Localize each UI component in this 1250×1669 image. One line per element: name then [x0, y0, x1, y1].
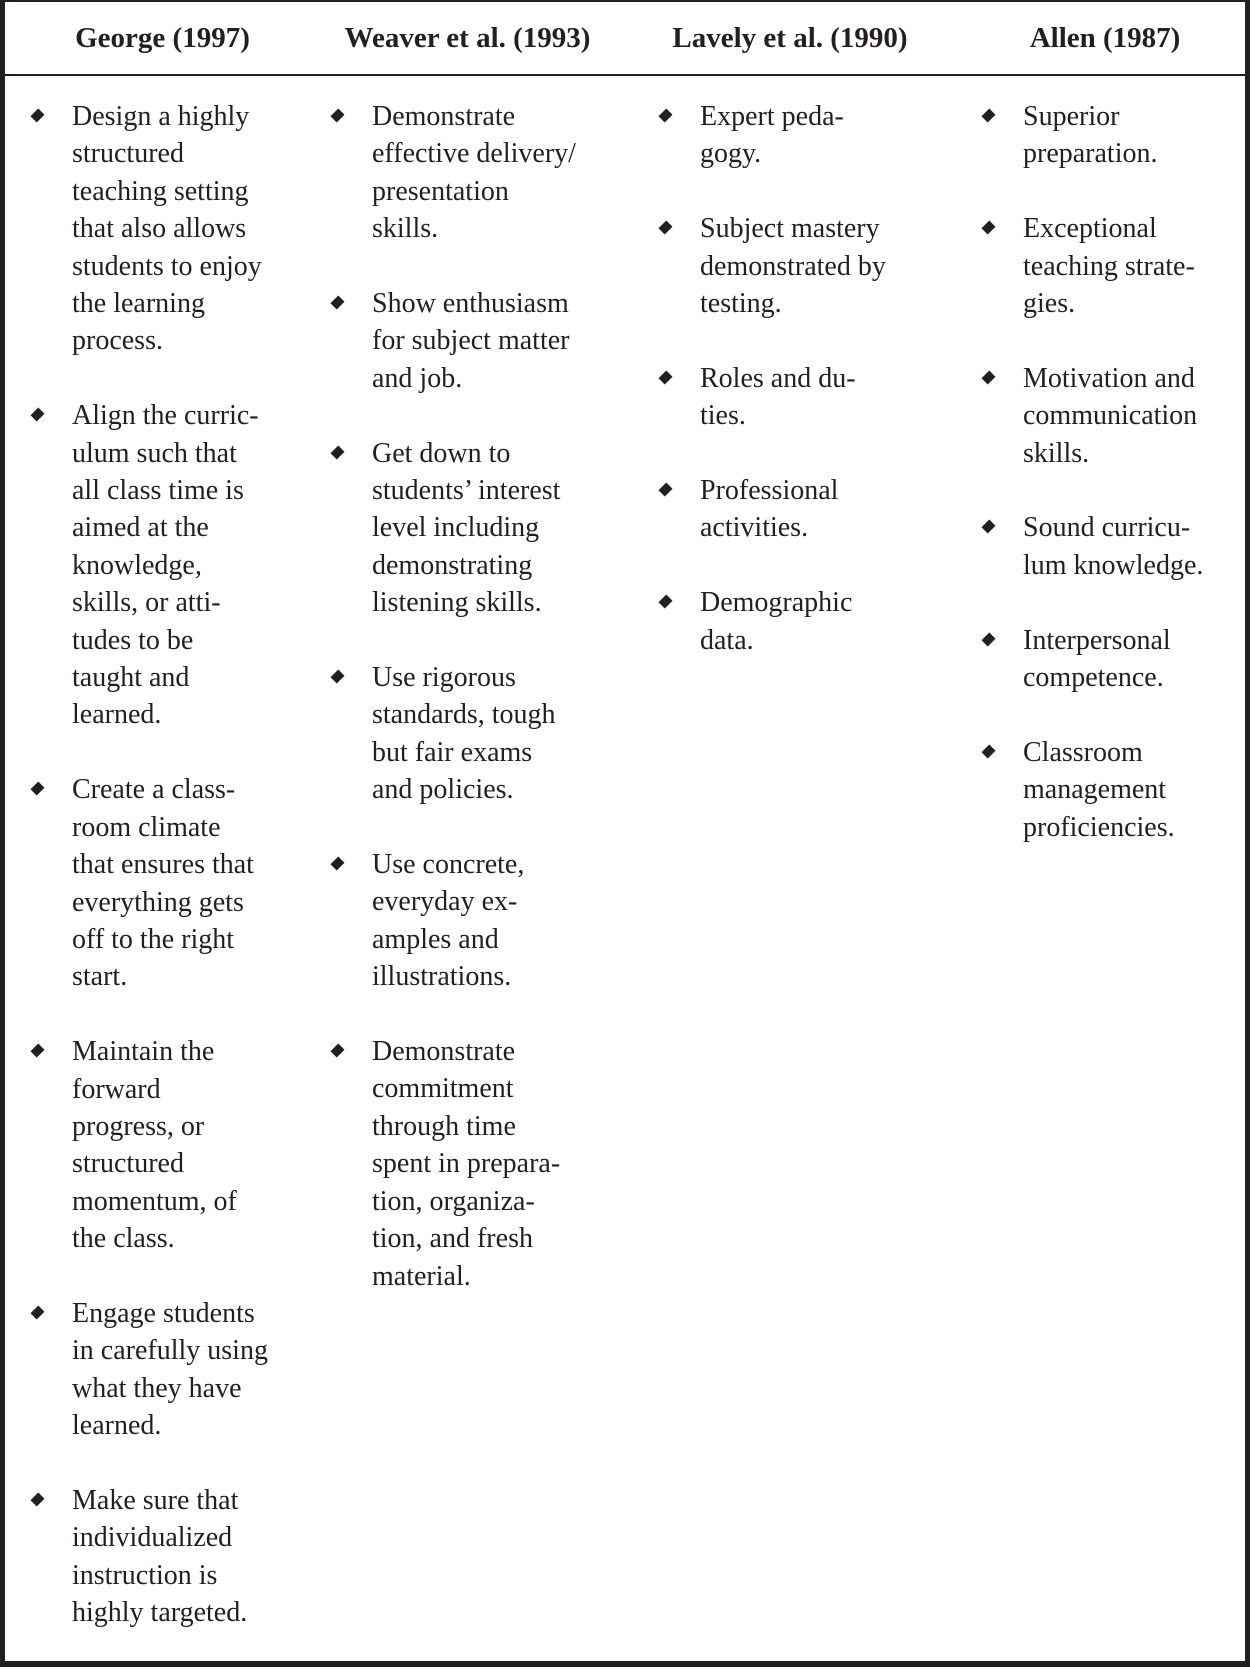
item-text-line: the learning	[72, 288, 205, 320]
item-text-line: gies.	[1023, 288, 1076, 320]
header-george: George (1997)	[75, 21, 250, 54]
item-text-line: Exceptional	[1023, 213, 1157, 245]
list-item	[30, 98, 310, 360]
list-item	[30, 397, 310, 734]
item-text-line: individualized	[72, 1522, 233, 1554]
list-item	[330, 1033, 620, 1295]
item-text-line: Roles and du-	[700, 362, 856, 394]
list-item	[330, 285, 620, 397]
item-text-line: progress, or	[72, 1110, 205, 1142]
item-text-line: structured	[72, 138, 184, 170]
item-text-line: Superior	[1023, 101, 1120, 132]
item-text-line: that ensures that	[72, 849, 254, 881]
diamond-bullet-icon	[658, 584, 700, 621]
item-text-line: Get down to	[372, 437, 511, 469]
list-item	[658, 98, 948, 173]
list-item	[330, 659, 620, 809]
header-allen: Allen (1987)	[1029, 21, 1181, 54]
diamond-bullet-icon	[658, 98, 700, 135]
diamond-bullet-icon	[330, 285, 372, 322]
diamond-bullet-icon	[330, 846, 372, 883]
list-item	[330, 846, 620, 996]
item-text-line: ties.	[700, 400, 746, 432]
header-weaver: Weaver et al. (1993)	[344, 21, 591, 54]
item-text-line: everyday ex-	[372, 886, 518, 918]
diamond-bullet-icon	[658, 210, 700, 247]
item-text-line: tion, organiza-	[372, 1185, 535, 1217]
item-text-line: activities.	[700, 512, 809, 544]
diamond-bullet-icon	[658, 472, 700, 509]
item-text-line: Sound curricu-	[1023, 512, 1191, 544]
item-text-line: proficiencies.	[1023, 811, 1175, 843]
diamond-bullet-icon	[30, 771, 72, 808]
item-text-line: demonstrated by	[700, 250, 886, 282]
table-header-row	[5, 2, 1245, 76]
list-item	[658, 360, 948, 435]
item-text-line: Demonstrate	[372, 1036, 516, 1068]
item-text-line: through time	[372, 1110, 516, 1142]
list-item	[658, 584, 948, 659]
item-text-line: skills, or atti-	[72, 587, 221, 619]
diamond-bullet-icon	[981, 98, 1023, 135]
diamond-bullet-icon	[658, 360, 700, 397]
item-text-line: Use concrete,	[372, 849, 525, 881]
item-text-line: what they have	[72, 1372, 242, 1404]
diamond-bullet-icon	[330, 1033, 372, 1070]
item-text-line: Use rigorous	[372, 662, 516, 694]
item-text-line: teaching strate-	[1023, 250, 1195, 282]
item-text-line: everything gets	[72, 886, 244, 918]
item-text-line: for subject matter	[372, 325, 570, 357]
diamond-bullet-icon	[30, 397, 72, 434]
list-item	[30, 1033, 310, 1257]
item-text-line: that also allows	[72, 213, 247, 245]
column-lavely	[658, 98, 948, 696]
item-text-line: highly targeted.	[72, 1597, 248, 1629]
item-text-line: Expert peda-	[700, 101, 844, 132]
item-text-line: effective delivery/	[372, 138, 576, 170]
column-george	[30, 98, 310, 1669]
list-item	[981, 98, 1246, 173]
item-text-line: material.	[372, 1260, 471, 1292]
item-text-line: Design a highly	[72, 101, 250, 132]
item-text-line: data.	[700, 624, 754, 656]
item-text-line: structured	[72, 1148, 184, 1180]
item-text-line: ulum such that	[72, 437, 237, 469]
list-item	[981, 734, 1246, 846]
list-item	[981, 509, 1246, 584]
diamond-bullet-icon	[30, 1033, 72, 1070]
item-text-line: Subject mastery	[700, 213, 880, 245]
list-item	[30, 771, 310, 995]
item-text-line: illustrations.	[372, 961, 512, 993]
item-text-line: aimed at the	[72, 512, 209, 544]
item-text-line: spent in prepara-	[372, 1148, 561, 1180]
item-text-line: off to the right	[72, 923, 235, 955]
list-item	[981, 360, 1246, 472]
item-text-line: instruction is	[72, 1559, 218, 1591]
item-text-line: all class time is	[72, 475, 244, 507]
list-item	[30, 1482, 310, 1632]
item-text-line: Demonstrate	[372, 101, 516, 132]
diamond-bullet-icon	[981, 734, 1023, 771]
item-text-line: Make sure that	[72, 1484, 239, 1516]
item-text-line: commitment	[372, 1073, 514, 1105]
column-weaver	[330, 98, 620, 1332]
item-text-line: Demographic	[700, 587, 853, 619]
list-item	[981, 622, 1246, 697]
header-lavely: Lavely et al. (1990)	[672, 21, 908, 54]
item-text-line: preparation.	[1023, 138, 1158, 170]
item-text-line: gogy.	[700, 138, 762, 170]
list-item	[658, 210, 948, 322]
item-text-line: Classroom	[1023, 736, 1143, 768]
diamond-bullet-icon	[981, 210, 1023, 247]
item-text-line: and policies.	[372, 774, 514, 806]
diamond-bullet-icon	[30, 98, 72, 135]
item-text-line: Professional	[700, 475, 839, 507]
item-text-line: students to enjoy	[72, 250, 262, 282]
item-text-line: Create a class-	[72, 774, 236, 806]
item-text-line: Show enthusiasm	[372, 288, 569, 320]
item-text-line: standards, tough	[372, 699, 556, 731]
item-text-line: and job.	[372, 362, 463, 394]
item-text-line: demonstrating	[372, 549, 533, 581]
item-text-line: Motivation and	[1023, 362, 1195, 394]
item-text-line: presentation	[372, 175, 509, 207]
item-text-line: communication	[1023, 400, 1198, 432]
item-text-line: learned.	[72, 699, 162, 731]
diamond-bullet-icon	[981, 622, 1023, 659]
item-text-line: skills.	[372, 213, 439, 245]
item-text-line: listening skills.	[372, 587, 542, 619]
item-text-line: lum knowledge.	[1023, 549, 1204, 581]
list-item	[30, 1295, 310, 1445]
item-text-line: tudes to be	[72, 624, 194, 656]
item-text-line: management	[1023, 774, 1167, 806]
list-item	[981, 210, 1246, 322]
diamond-bullet-icon	[981, 509, 1023, 546]
item-text-line: start.	[72, 961, 128, 993]
diamond-bullet-icon	[981, 360, 1023, 397]
item-text-line: level including	[372, 512, 540, 544]
item-text-line: but fair exams	[372, 736, 533, 768]
item-text-line: knowledge,	[72, 549, 202, 581]
item-text-line: the class.	[72, 1223, 175, 1255]
list-item	[658, 472, 948, 547]
diamond-bullet-icon	[330, 659, 372, 696]
diamond-bullet-icon	[330, 435, 372, 472]
diamond-bullet-icon	[330, 98, 372, 135]
item-text-line: Engage students	[72, 1297, 255, 1329]
item-text-line: testing.	[700, 288, 782, 320]
item-text-line: Interpersonal	[1023, 624, 1171, 656]
item-text-line: competence.	[1023, 662, 1164, 694]
item-text-line: forward	[72, 1073, 161, 1105]
item-text-line: room climate	[72, 811, 221, 843]
diamond-bullet-icon	[30, 1295, 72, 1332]
item-text-line: students’ interest	[372, 475, 561, 507]
item-text-line: teaching setting	[72, 175, 249, 207]
item-text-line: Align the curric-	[72, 400, 259, 432]
item-text-line: amples and	[372, 923, 499, 955]
item-text-line: taught and	[72, 662, 190, 694]
diamond-bullet-icon	[30, 1482, 72, 1519]
column-allen	[981, 98, 1246, 883]
item-text-line: tion, and fresh	[372, 1223, 533, 1255]
item-text-line: process.	[72, 325, 163, 357]
item-text-line: Maintain the	[72, 1036, 215, 1068]
item-text-line: skills.	[1023, 437, 1090, 469]
list-item	[330, 98, 620, 248]
item-text-line: learned.	[72, 1410, 162, 1442]
list-item	[330, 435, 620, 622]
item-text-line: momentum, of	[72, 1185, 237, 1217]
item-text-line: in carefully using	[72, 1335, 268, 1367]
